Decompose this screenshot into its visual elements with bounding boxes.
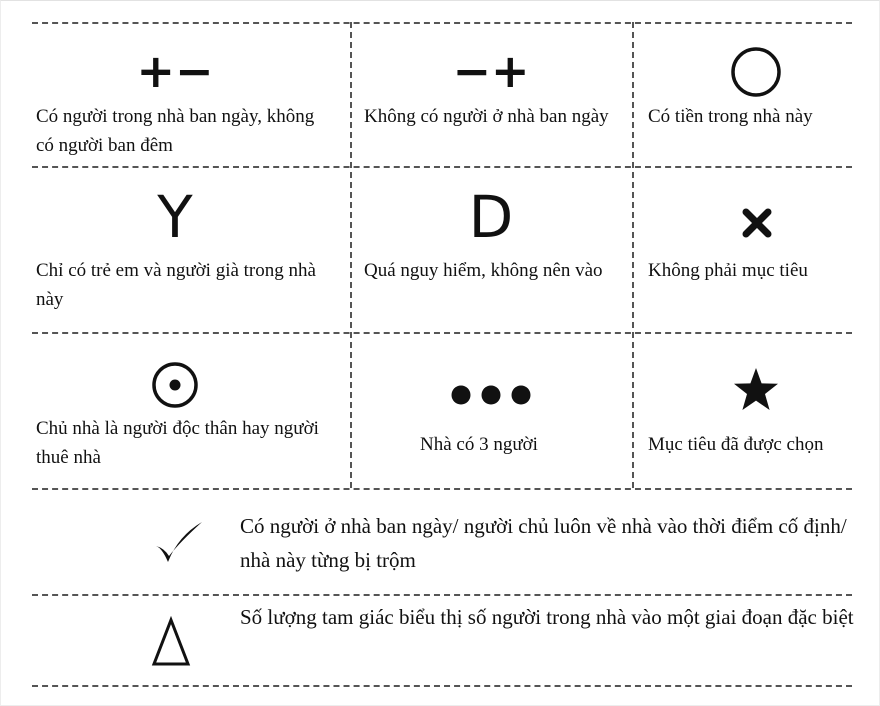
legend-text-circle: Có tiền trong nhà này [648,106,813,127]
legend-text-checkmark: Có người ở nhà ban ngày/ người chủ luôn về nhà vào thời điểm cố định/ nhà này từng bị trộm [240,514,847,572]
legend-cell-label [364,102,626,131]
divider-col-1 [350,22,352,488]
plus-minus-icon: +− [136,44,214,98]
legend-cell-label [36,256,346,314]
checkmark-icon [152,518,206,568]
legend-text-d: Quá nguy hiểm, không nên vào [364,260,603,281]
divider-row-2 [32,332,852,334]
three-dots-icon [448,382,534,408]
legend-cell-label [36,414,336,472]
divider-row-1 [32,166,852,168]
divider-col-2 [632,22,634,488]
legend-text-circled-dot: Chủ nhà là người độc thân hay người thuê nhà [36,418,319,468]
legend-text-minus-plus: Không có người ở nhà ban ngày [364,106,609,127]
divider-row-check [32,594,852,596]
cross-icon [740,206,774,240]
d-letter-icon: D [468,183,514,251]
legend-text-three-dots: Nhà có 3 người [420,434,538,455]
divider-top [32,22,852,24]
legend-cell-label [364,256,626,285]
legend-text-star: Mục tiêu đã được chọn [648,434,824,455]
circle-icon [728,44,784,100]
y-letter-icon: Y [157,183,193,251]
divider-bottom [32,685,852,687]
minus-plus-icon: −+ [452,44,530,98]
star-icon [732,366,780,412]
legend-text-cross: Không phải mục tiêu [648,260,808,281]
legend-text-y: Chỉ có trẻ em và người già trong nhà này [36,260,316,310]
circled-dot-icon [150,360,200,410]
triangle-icon [150,616,192,668]
legend-cell-label [36,102,326,160]
divider-grid-bottom [32,488,852,490]
legend-text-triangle: Số lượng tam giác biểu thị số người trong nhà vào một giai đoạn đặc biệt [240,605,854,629]
legend-text-plus-minus: Có người trong nhà ban ngày, không có người ban đêm [36,106,315,156]
